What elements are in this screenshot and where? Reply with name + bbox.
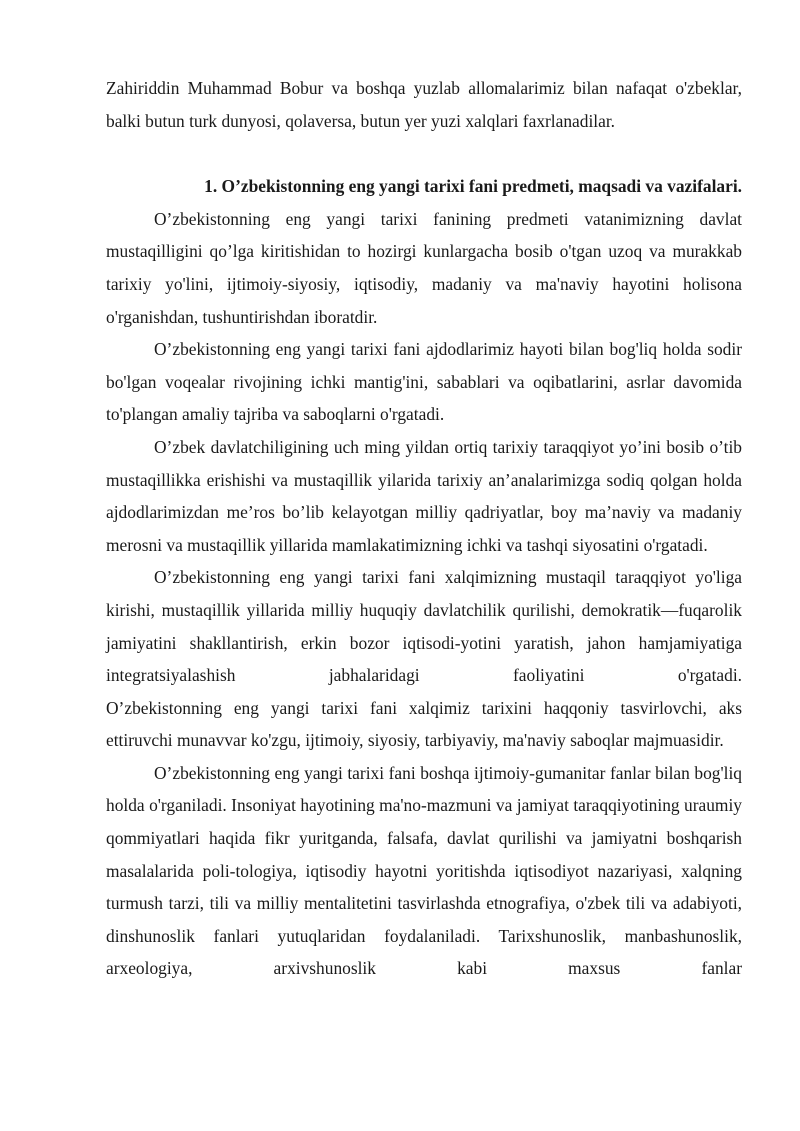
paragraph-predmet: O’zbekistonning eng yangi tarixi fanining predmeti vatanimizning davlat mustaqilligini qo’lga kiritishidan to hozirgi kunlargacha bosib o'tgan uzoq va murakkab tarixiy yo'lini, ijtimoiy-siyosiy, iqtisodiy, madaniy va ma'naviy hayotini holisona o'rganishdan, tushuntirishdan iboratdir. [106, 208, 742, 327]
paragraph-kozgu: O’zbekistonning eng yangi tarixi fani xalqimiz tarixini haqqoniy tasvirlovchi, aks ettiruvchi munavvar ko'zgu, ijtimoiy, siyosiy, tarbiyaviy, ma'naviy saboqlar majmuasidir. [106, 697, 742, 751]
paragraph-boshqa-fanlar: O’zbekistonning eng yangi tarixi fani boshqa ijtimoiy-gumanitar fanlar bilan bog'liq holda o'rganiladi. Insoniyat hayotining ma'no-mazmuni va jamiyat taraqqiyotining uraumiy qommiyatlari haqida fikr yuritganda, falsafa, davlat qurilishi va jamiyatni boshqarish masalalarida poli-tologiya, iqtisodiy hayotni yoritishda iqtisodiyot nazariyasi, xalqning turmush tarzi, tili va milliy mentalitetini tasvirlashda etnografiya, o'zbek tili va adabiyoti, dinshunoslik fanlari yutuqlaridan foydalaniladi. Tarixshunoslik, manbashunoslik, arxeologiya, arxivshunoslik kabi maxsus fanlar [106, 762, 742, 979]
paragraph-davlatchilik: O’zbek davlatchiligining uch ming yildan ortiq tarixiy taraqqiyot yo’ini bosib o’tib mustaqillikka erishishi va mustaqillik yilarida tarixiy an’analarimizga sodiq qolgan holda ajdodlarimizdan me’ros bo’lib kelayotgan milliy qadriyatlar, boy ma’naviy va madaniy merosni va mustaqillik yillarida mamlakatimizning ichki va tashqi siyosatini o'rgatadi. [106, 436, 742, 555]
paragraph-ajdodlar: O’zbekistonning eng yangi tarixi fani ajdodlarimiz hayoti bilan bog'liq holda sodir bo'lgan voqealar rivojining ichki mantig'ini, sabablari va oqibatlarini, asrlar davomida to'plangan amaliy tajriba va saboqlarni o'rgatadi. [106, 339, 742, 425]
section-heading: 1. O’zbekistonning eng yangi tarixi fani predmeti, maqsadi va vazifalari. [204, 176, 742, 197]
intro-paragraph: Zahiriddin Muhammad Bobur va boshqa yuzlab allomalarimiz bilan nafaqat o'zbeklar, balki butun turk dunyosi, qolaversa, butun yer yuzi xalqlari faxrlanadilar. [106, 78, 742, 131]
paragraph-mustaqil-taraqqiyot: O’zbekistonning eng yangi tarixi fani xalqimizning mustaqil taraqqiyot yo'liga kirishi, mustaqillik yillarida milliy huquqiy davlatchilik qurilishi, demokratik—fuqarolik jamiyatini shakllantirish, erkin bozor iqtisodi-yotini yaratish, jahon hamjamiyatiga integratsiyalashish jabhalaridagi faoliyatini o'rgatadi. [106, 567, 742, 686]
